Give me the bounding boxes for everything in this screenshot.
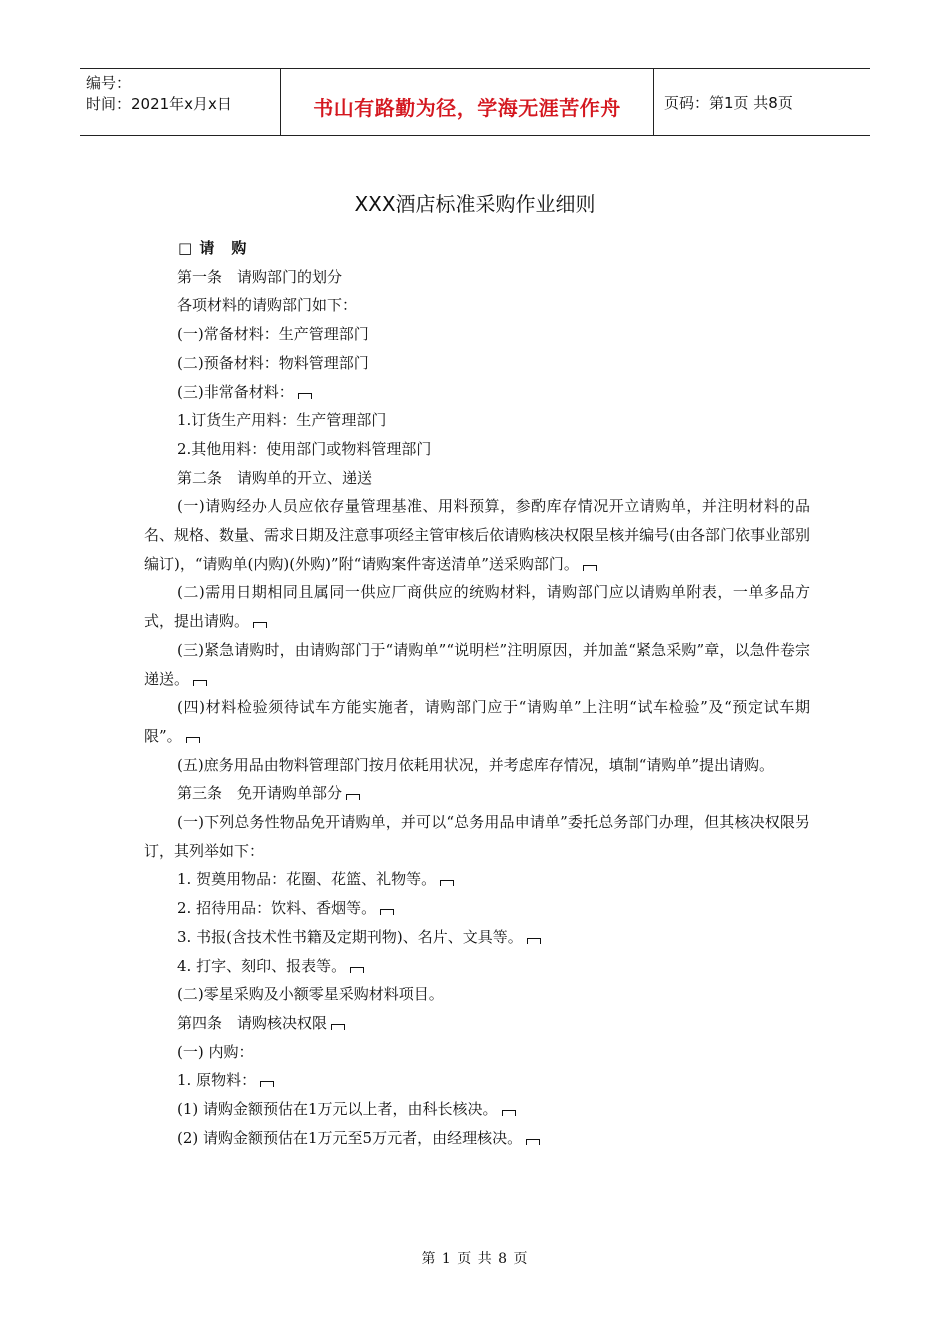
paragraph-mark-icon [350, 967, 364, 973]
paragraph-mark-icon [583, 565, 597, 571]
page-footer: 第 1 页 共 8 页 [421, 1251, 529, 1267]
number-label: 编号： [86, 74, 132, 92]
paragraph [144, 378, 810, 407]
paragraph-text: (一)请购经办人员应依存量管理基准、用料预算，参酌库存情况开立请购单，并注明材料的品名、规格、数量、需求日期及注意事项经主管审核后依请购核决权限呈核并编号(由各部门依事业部别编订)，“请购单(内购)(外购)”附“请购案件寄送清单”送采购部门。 [144, 497, 810, 573]
paragraph-text: 各项材料的请购部门如下： [177, 296, 358, 315]
paragraph-text: (2) 请购金额预估在1万元至5万元者，由经理核决。 [177, 1128, 523, 1147]
paragraph [144, 636, 810, 693]
paragraph-text: 3. 书报(含技术性书籍及定期刊物)、名片、文具等。 [177, 927, 523, 946]
page-label: 页码：第1页 共8页 [664, 93, 793, 112]
paragraph [144, 291, 810, 320]
paragraph [144, 1009, 810, 1038]
header-meta-cell [80, 69, 280, 135]
paragraph-mark-icon [346, 794, 360, 800]
paragraph-text: (三)紧急请购时，由请购部门于“请购单”“说明栏”注明原因，并加盖“紧急采购”章，以急件卷宗递送。 [144, 640, 810, 688]
paragraph [144, 349, 810, 378]
paragraph-text: 第一条 请购部门的划分 [177, 267, 343, 286]
paragraph-text: (二)需用日期相同且属同一供应厂商供应的统购材料，请购部门应以请购单附表，一单多品方式，提出请购。 [144, 583, 810, 631]
paragraph [144, 263, 810, 292]
paragraph-mark-icon [502, 1110, 516, 1116]
paragraph-mark-icon [331, 1024, 345, 1030]
paragraph [144, 980, 810, 1009]
paragraph [144, 865, 810, 894]
paragraph-text: 1. 原物料： [177, 1071, 257, 1090]
paragraph-text: 第三条 免开请购单部分 [177, 784, 343, 803]
paragraph-mark-icon [440, 880, 454, 886]
paragraph [144, 406, 810, 435]
paragraph [144, 779, 810, 808]
paragraph-text: 2. 招待用品：饮料、香烟等。 [177, 899, 377, 918]
paragraph-list [144, 263, 810, 1153]
paragraph-mark-icon [527, 938, 541, 944]
paragraph-mark-icon [526, 1139, 540, 1145]
paragraph-text: (五)庶务用品由物料管理部门按月依耗用状况，并考虑库存情况，填制“请购单”提出请购。 [177, 755, 775, 774]
paragraph [144, 1124, 810, 1153]
paragraph [144, 464, 810, 493]
paragraph-text: (四)材料检验须待试车方能实施者，请购部门应于“请购单”上注明“试车检验”及“预定试车期限”。 [144, 698, 810, 745]
motto: 书山有路勤为径，学海无涯苦作舟 [313, 95, 621, 120]
paragraph [144, 751, 810, 780]
paragraph-text: 第二条 请购单的开立、递送 [177, 468, 373, 487]
paragraph-text: (三)非常备材料： [177, 382, 294, 401]
paragraph [144, 320, 810, 349]
paragraph-mark-icon [380, 909, 394, 915]
date-label: 时间：2021年x月x日 [86, 95, 232, 113]
paragraph [144, 894, 810, 923]
header-table [80, 68, 870, 136]
paragraph [144, 1095, 810, 1124]
document-title: XXX酒店标准采购作业细则 [354, 192, 596, 216]
header-motto-cell [280, 69, 654, 135]
paragraph [144, 1038, 810, 1067]
paragraph-text: 1. 贺奠用物品：花圈、花篮、礼物等。 [177, 870, 437, 889]
document-body [144, 234, 810, 1153]
paragraph-text: (二)预备材料：物料管理部门 [177, 353, 369, 372]
paragraph-mark-icon [260, 1081, 274, 1087]
paragraph [144, 1066, 810, 1095]
paragraph-text: (一) 内购： [177, 1042, 254, 1061]
paragraph-text: (一)常备材料：生产管理部门 [177, 325, 369, 344]
paragraph-mark-icon [298, 393, 312, 399]
paragraph [144, 693, 810, 750]
paragraph [144, 435, 810, 464]
paragraph [144, 578, 810, 635]
paragraph-text: (1) 请购金额预估在1万元以上者，由科长核决。 [177, 1100, 498, 1119]
paragraph [144, 492, 810, 578]
paragraph-text: (二)零星采购及小额零星采购材料项目。 [177, 985, 444, 1004]
paragraph-mark-icon [193, 680, 207, 686]
paragraph-text: 2.其他用料：使用部门或物料管理部门 [177, 439, 432, 458]
paragraph [144, 808, 810, 865]
paragraph-mark-icon [186, 737, 200, 743]
section-heading: □ 请 购 [178, 239, 248, 257]
paragraph [144, 952, 810, 981]
paragraph-text: 第四条 请购核决权限 [177, 1013, 328, 1032]
paragraph-text: 4. 打字、刻印、报表等。 [177, 956, 347, 975]
paragraph-text: 1.订货生产用料：生产管理部门 [177, 411, 387, 430]
paragraph-mark-icon [253, 622, 267, 628]
paragraph [144, 923, 810, 952]
paragraph-text: (一)下列总务性物品免开请购单，并可以“总务用品申请单”委托总务部门办理，但其核决权限另订，其列举如下： [144, 813, 810, 860]
header-page-cell [654, 69, 870, 135]
